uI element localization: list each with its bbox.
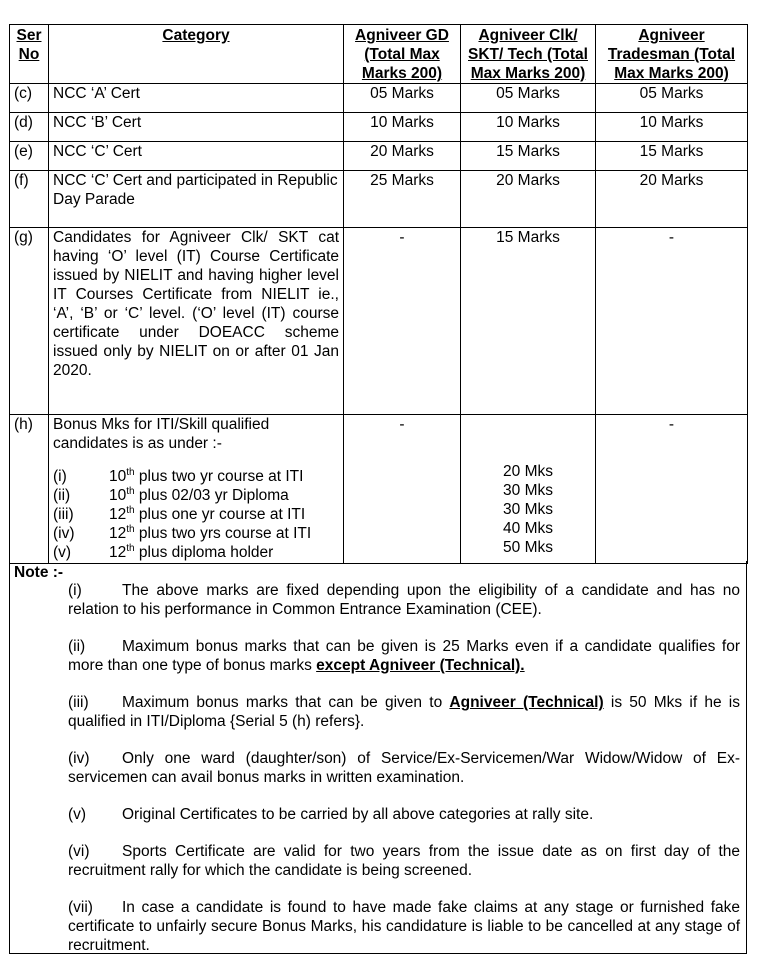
header-category: Category bbox=[49, 25, 344, 84]
bonus-mks: 40 Mks bbox=[503, 520, 553, 537]
row-clk-marks: 10 Marks bbox=[461, 113, 596, 142]
table-row bbox=[10, 84, 748, 113]
table-row bbox=[10, 415, 748, 564]
row-gd-marks: 10 Marks bbox=[344, 113, 461, 142]
notes-section bbox=[9, 561, 747, 954]
row-clk-marks: 15 Marks bbox=[461, 228, 596, 415]
row-gd-marks: - bbox=[344, 228, 461, 415]
header-agniveer-clk: Agniveer Clk/ SKT/ Tech (Total Max Marks 200) bbox=[461, 25, 596, 84]
row-category: NCC ‘B’ Cert bbox=[49, 113, 344, 142]
row-tradesman-marks: 10 Marks bbox=[596, 113, 748, 142]
row-ser: (h) bbox=[10, 415, 49, 564]
bonus-mks: 50 Mks bbox=[503, 539, 553, 556]
notes-heading: Note :- bbox=[14, 564, 64, 581]
row-category: NCC ‘C’ Cert and participated in Republic Day Parade bbox=[49, 171, 344, 228]
header-agniveer-tradesman: Agniveer Tradesman (Total Max Marks 200) bbox=[596, 25, 748, 84]
row-category: NCC ‘A’ Cert bbox=[49, 84, 344, 113]
row-ser: (g) bbox=[10, 228, 49, 415]
note-item: (ii) Maximum bonus marks that can be given is 25 Marks even if a candidate qualifies for more than one type of bonus marks except Agniveer (Technical). bbox=[68, 638, 740, 674]
bonus-list bbox=[53, 467, 339, 562]
note-item: (i) The above marks are fixed depending upon the eligibility of a candidate and has no relation to his performance in Common Entrance Examination (CEE). bbox=[68, 582, 740, 618]
note-item: (v) Original Certificates to be carried by all above categories at rally site. bbox=[68, 806, 594, 823]
header-agniveer-gd: Agniveer GD (Total Max Marks 200) bbox=[344, 25, 461, 84]
row-tradesman-marks: 20 Marks bbox=[596, 171, 748, 228]
list-item: (iii) 12th plus one yr course at ITI bbox=[53, 504, 306, 523]
note-item: (vii) In case a candidate is found to have made fake claims at any stage or furnished fake certificate to unfairly secure Bonus Marks, his candidature is liable to be cancelled at any stage of recruitment. bbox=[68, 899, 740, 954]
row-gd-marks: 05 Marks bbox=[344, 84, 461, 113]
row-tradesman-marks: - bbox=[596, 415, 748, 564]
list-item: (i) 10th plus two yr course at ITI bbox=[53, 466, 304, 485]
table-row bbox=[10, 228, 748, 415]
row-category: Candidates for Agniveer Clk/ SKT cat having ‘O’ level (IT) Course Certificate issued by NIELIT and having higher level IT Courses Certificate from NIELIT ie., ‘A’, ‘B’ or ‘C’ level. (‘O’ level (IT) course certificate under DOEACC scheme issued only by NIELIT on or after 01 Jan 2020. bbox=[49, 228, 344, 415]
list-item: (ii) 10th plus 02/03 yr Diploma bbox=[53, 485, 289, 504]
row-ser: (d) bbox=[10, 113, 49, 142]
row-clk-marks bbox=[461, 415, 596, 564]
row-clk-marks: 05 Marks bbox=[461, 84, 596, 113]
header-ser-no: Ser No bbox=[10, 25, 49, 84]
bonus-marks-table bbox=[9, 24, 748, 564]
note-item: (vi) Sports Certificate are valid for two years from the issue date as on first day of the recruitment rally for which the candidate is being screened. bbox=[68, 843, 740, 879]
bonus-mks: 20 Mks bbox=[503, 463, 553, 480]
list-item: (iv) 12th plus two yrs course at ITI bbox=[53, 523, 312, 542]
list-item: (v) 12th plus diploma holder bbox=[53, 542, 274, 561]
table-header-row bbox=[10, 25, 748, 84]
row-gd-marks: 20 Marks bbox=[344, 142, 461, 171]
table-row bbox=[10, 142, 748, 171]
bonus-intro: Bonus Mks for ITI/Skill qualified candidates is as under :- bbox=[53, 416, 270, 452]
row-tradesman-marks: 15 Marks bbox=[596, 142, 748, 171]
row-ser: (c) bbox=[10, 84, 49, 113]
row-ser: (e) bbox=[10, 142, 49, 171]
row-category: NCC ‘C’ Cert bbox=[49, 142, 344, 171]
row-tradesman-marks: 05 Marks bbox=[596, 84, 748, 113]
note-item: (iii) Maximum bonus marks that can be given to Agniveer (Technical) is 50 Mks if he is qualified in ITI/Diploma {Serial 5 (h) refers}. bbox=[68, 694, 740, 730]
row-clk-marks: 15 Marks bbox=[461, 142, 596, 171]
row-clk-marks: 20 Marks bbox=[461, 171, 596, 228]
row-tradesman-marks: - bbox=[596, 228, 748, 415]
bonus-mks: 30 Mks bbox=[503, 501, 553, 518]
row-category-bonus bbox=[49, 415, 344, 564]
row-ser: (f) bbox=[10, 171, 49, 228]
row-gd-marks: 25 Marks bbox=[344, 171, 461, 228]
table-row bbox=[10, 171, 748, 228]
row-gd-marks: - bbox=[344, 415, 461, 564]
table-row bbox=[10, 113, 748, 142]
note-item: (iv) Only one ward (daughter/son) of Service/Ex-Servicemen/War Widow/Widow of Ex-servicemen can avail bonus marks in written examination. bbox=[68, 750, 740, 786]
bonus-mks: 30 Mks bbox=[503, 482, 553, 499]
